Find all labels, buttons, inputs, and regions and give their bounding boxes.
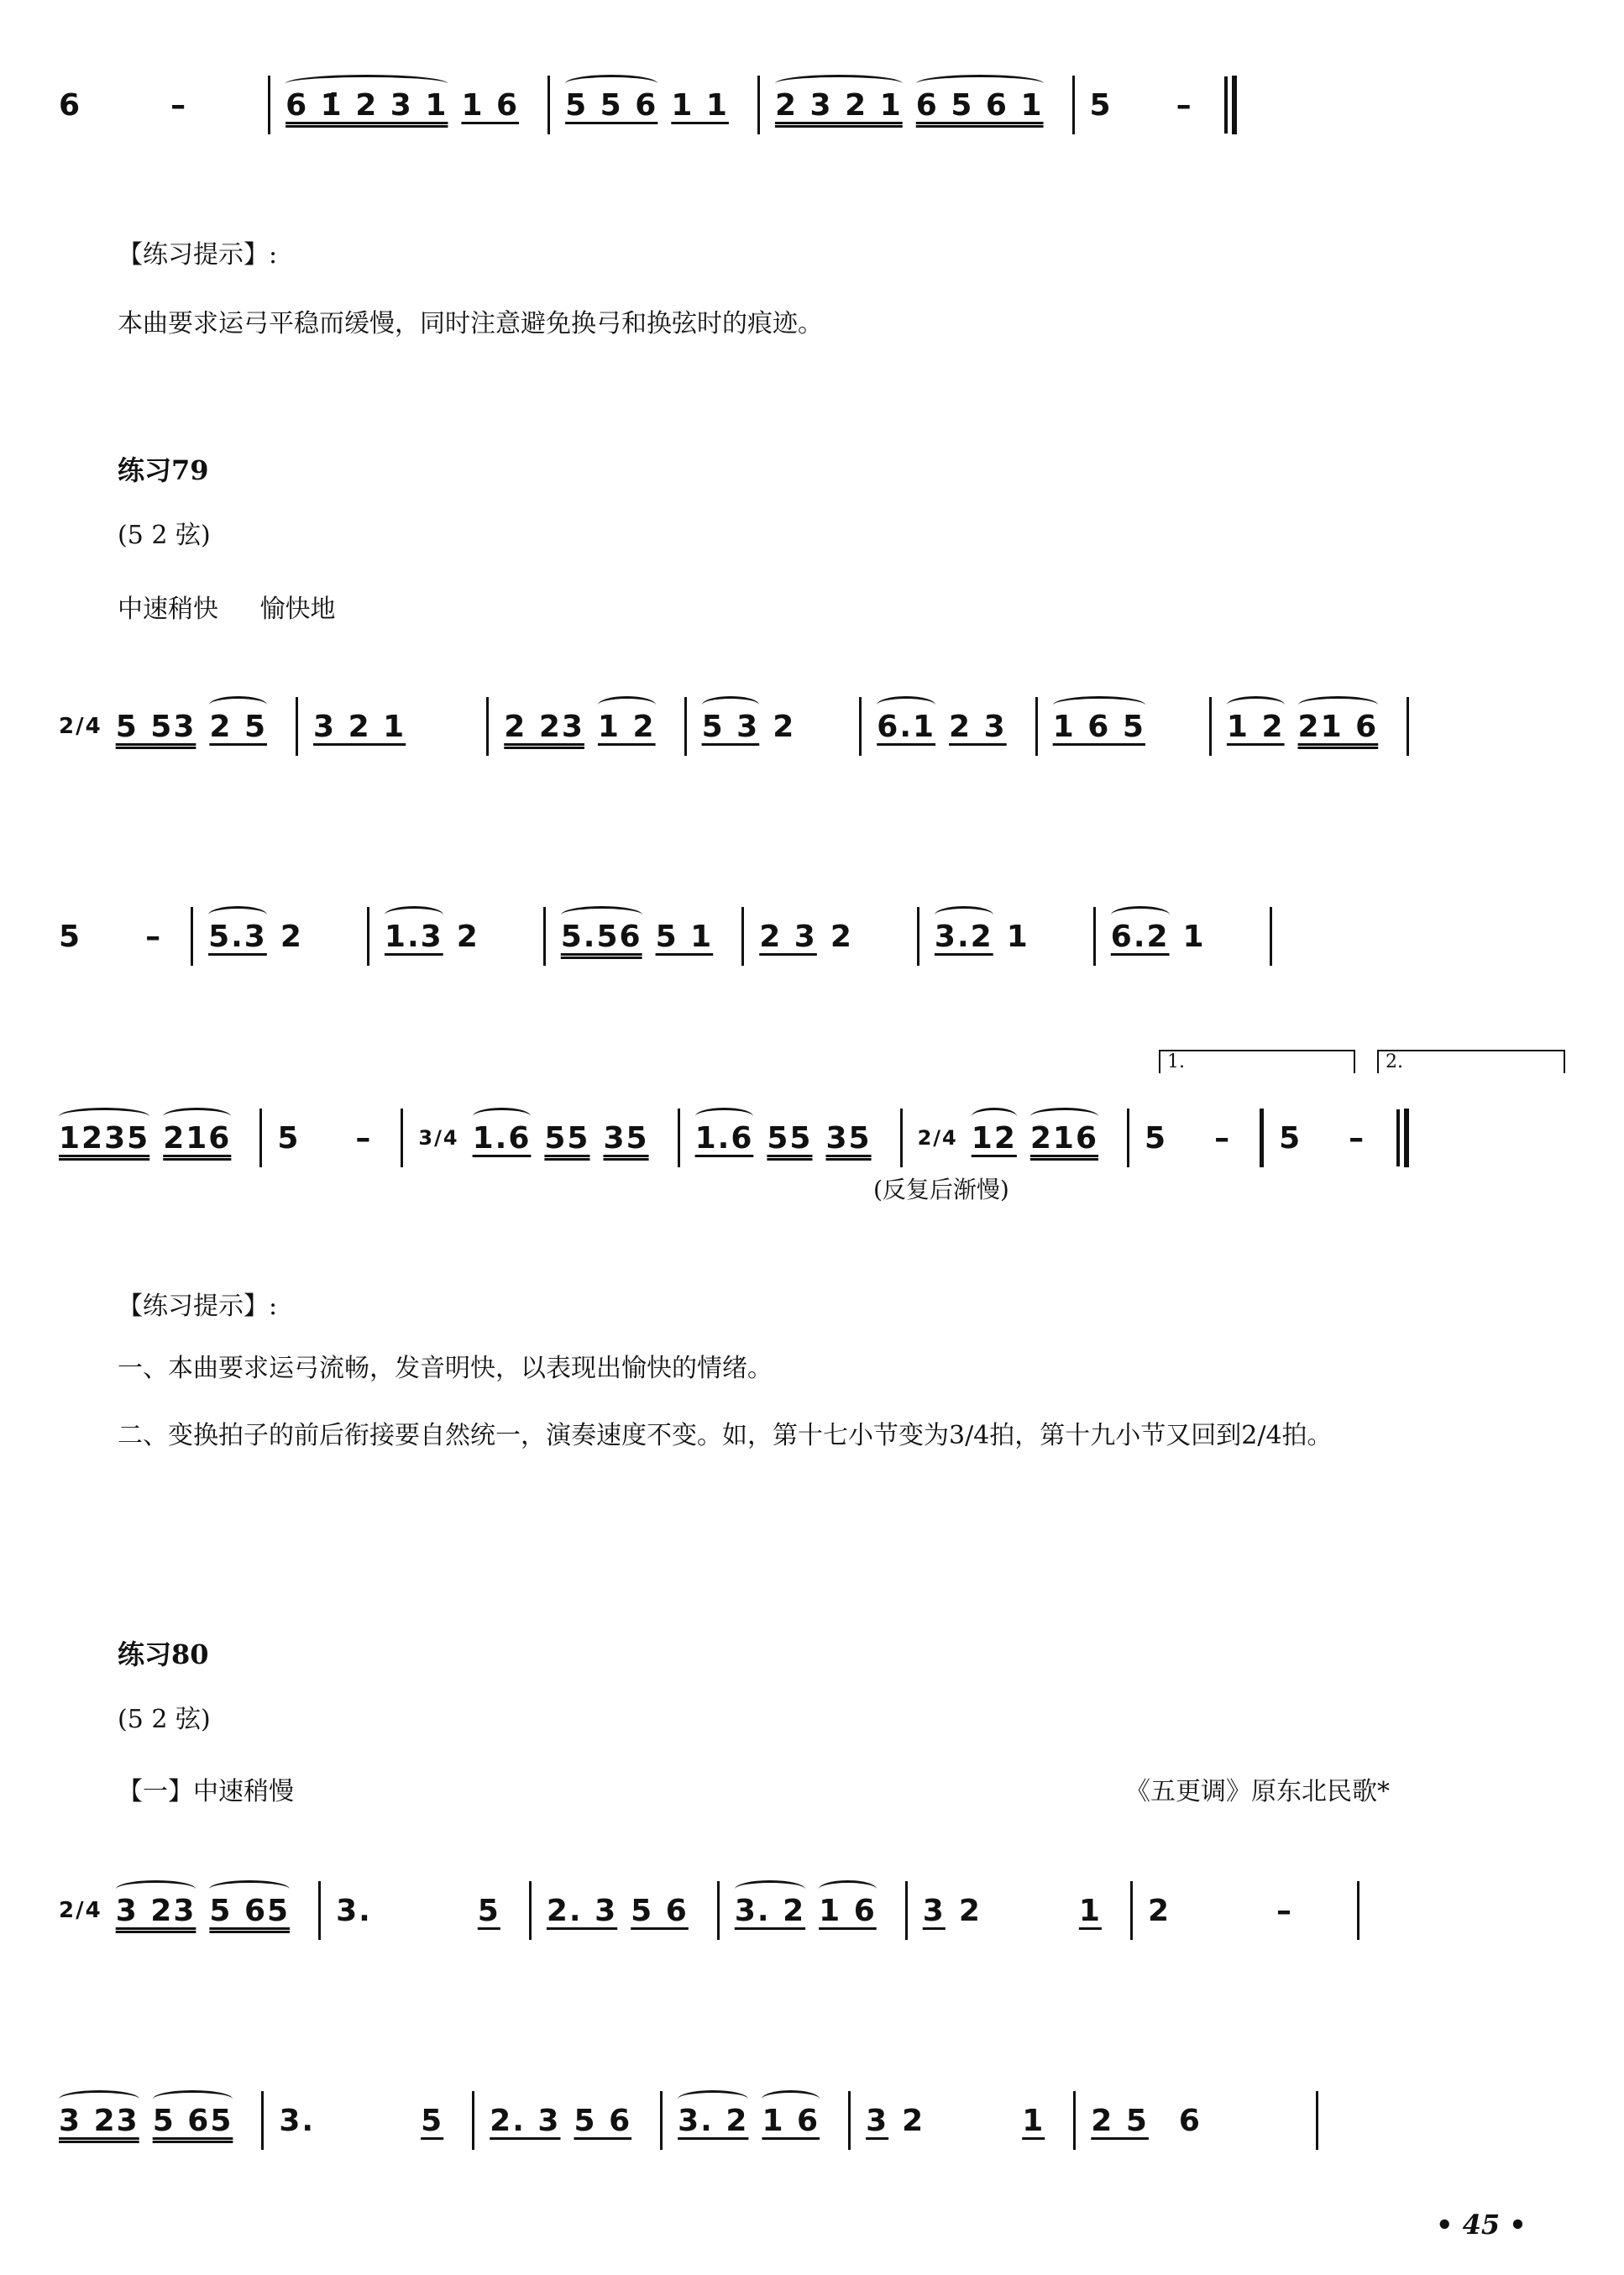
dash: – (170, 87, 188, 123)
slur (735, 1880, 805, 1898)
barline (296, 697, 298, 756)
barline (678, 1109, 680, 1167)
note: 5 (277, 1120, 301, 1156)
note-group: 6 5 6 1 (916, 88, 1044, 123)
page-number: • 45 • (1436, 2209, 1527, 2241)
note: 5 (59, 919, 82, 954)
string-indication: (5 2 弦) (118, 521, 211, 550)
note-group: 1 6 5 (1053, 710, 1145, 744)
note-group: 1.3 (385, 920, 443, 954)
barline (741, 907, 744, 966)
note-group: 21 6 (1298, 710, 1379, 744)
note-group: 2 5 (209, 710, 267, 744)
note-group: 6.2 (1111, 920, 1170, 954)
barline (1407, 697, 1409, 756)
barline (401, 1109, 403, 1167)
repeat-note: (反复后渐慢) (873, 1176, 1009, 1203)
time-signature: 2/4 (59, 1898, 102, 1923)
note: 5 (1145, 1120, 1168, 1156)
barline (1130, 1881, 1133, 1940)
slur (819, 1880, 877, 1898)
barline (1127, 1109, 1129, 1167)
barline (1093, 907, 1096, 966)
note-group: 3 23 (116, 1894, 196, 1928)
volta-bracket-2 (1377, 1050, 1565, 1073)
note-group: 55 (767, 1120, 813, 1156)
slur (1227, 696, 1285, 714)
dash: – (1349, 1120, 1366, 1156)
barline (1316, 2091, 1318, 2150)
barline (472, 2091, 474, 2150)
slur (208, 906, 267, 924)
barline (1357, 1881, 1359, 1940)
tip-body: 本曲要求运弓平稳而缓慢，同时注意避免换弓和换弦时的痕迹。 (118, 309, 823, 338)
staff-line (59, 1881, 1570, 1940)
note-group: 3 (922, 1893, 946, 1928)
slur (1111, 906, 1170, 924)
note-group: 1 2 (598, 710, 656, 744)
dash: – (145, 919, 163, 954)
tip-paragraph-1: 一、本曲要求运弓流畅，发音明快，以表现出愉快的情绪。 (118, 1354, 773, 1383)
exercise-title: 练习80 (118, 1638, 209, 1670)
note-group: 3. 2 (735, 1894, 805, 1928)
barline (268, 76, 270, 134)
note-group: 2 5 (1091, 2103, 1149, 2138)
slur (1030, 1108, 1098, 1125)
note-group: 3 2 1 (313, 709, 406, 744)
barline (529, 1881, 532, 1940)
barline (547, 76, 550, 134)
note-group: 5.3 (208, 920, 267, 954)
note-group: 1.6 (473, 1121, 532, 1156)
staff-line (59, 697, 1570, 756)
slur (972, 1108, 1017, 1125)
slur (385, 906, 443, 924)
volta-label: 1. (1167, 1051, 1185, 1072)
note: 2 (456, 919, 479, 954)
note: 2 (830, 919, 853, 954)
slur (59, 1108, 149, 1125)
slur (561, 906, 642, 924)
barline (367, 907, 369, 966)
slur (695, 1108, 754, 1125)
slur (1298, 696, 1379, 714)
note-group: 3. 2 (678, 2104, 748, 2138)
slur (678, 2090, 748, 2108)
mood: 愉快地 (259, 595, 336, 624)
source-note: 《五更调》原东北民歌* (1125, 1777, 1390, 1806)
slur (163, 1108, 231, 1125)
slur (702, 696, 760, 714)
staff-line-top (59, 76, 1570, 134)
exercise-title: 练习79 (118, 454, 209, 486)
note: 1 (1182, 919, 1206, 954)
slur (935, 906, 993, 924)
note: 2 (280, 919, 303, 954)
barline (1072, 76, 1075, 134)
note: 2 (773, 709, 796, 744)
time-signature: 2/4 (59, 714, 102, 739)
note-group: 1 6 (762, 2104, 820, 2138)
note-group: 2 3 2 1 (775, 88, 903, 123)
note-group: 216 (163, 1121, 231, 1156)
note-group: 1 6 (461, 87, 520, 123)
barline (859, 697, 862, 756)
tip-paragraph-2: 二、变换拍子的前后衔接要自然统一，演奏速度不变。如，第十七小节变为3/4拍，第十九小节又回到2/4拍。 (118, 1421, 1333, 1450)
barline (684, 697, 687, 756)
note-group: 1.6 (695, 1121, 754, 1156)
note-group: 3 23 (59, 2104, 139, 2138)
barline (191, 907, 193, 966)
note-group: 1 1 (671, 87, 729, 123)
note-group: 5 65 (153, 2104, 233, 2138)
note-group: 3 (866, 2103, 889, 2138)
note-group: 5 (477, 1893, 500, 1928)
note: 2 (958, 1893, 982, 1928)
note-group: 6.1 (877, 710, 935, 744)
slur (59, 2090, 139, 2108)
slur (598, 696, 656, 714)
string-indication: (5 2 弦) (118, 1705, 211, 1734)
note: 5 (1089, 87, 1113, 123)
note: 6 (1178, 2103, 1202, 2138)
slur (775, 75, 903, 92)
note-group: 5 6 (574, 2103, 632, 2138)
tip-heading: 【练习提示】: (118, 240, 278, 270)
note-group: 1235 (59, 1121, 149, 1156)
note-group: 6 1̇ 2 3 1 (286, 88, 448, 123)
staff-line (59, 907, 1570, 966)
note-group: 35 (603, 1120, 649, 1156)
note-group: 12 (972, 1121, 1017, 1156)
note: 6 (59, 87, 82, 123)
slur (209, 696, 267, 714)
note-group: 1 6 (819, 1894, 877, 1928)
staff-line (59, 1109, 1570, 1167)
note: 5 (1279, 1120, 1302, 1156)
dash: – (355, 1120, 373, 1156)
slur (116, 1880, 196, 1898)
note-group: 2. 3 (490, 2103, 561, 2138)
slur (877, 696, 935, 714)
note: 2 (1147, 1893, 1171, 1928)
barline (905, 1881, 908, 1940)
slur (565, 75, 657, 92)
dash: – (1176, 87, 1193, 123)
dash: – (1214, 1120, 1232, 1156)
note: 2 (902, 2103, 925, 2138)
barline (660, 2091, 663, 2150)
note-group: 5 65 (209, 1894, 290, 1928)
note-group: 1 (1022, 2103, 1045, 2138)
time-signature: 2/4 (917, 1126, 958, 1150)
volta-bracket-1 (1159, 1050, 1355, 1073)
note-group: 5 1 (655, 919, 714, 954)
note-group: 5 6 (631, 1893, 689, 1928)
barline (757, 76, 760, 134)
section-tempo: 【一】中速稍慢 (118, 1777, 294, 1806)
staff-line (59, 2091, 1570, 2150)
barline (261, 2091, 264, 2150)
barline (917, 907, 919, 966)
barline (1209, 697, 1212, 756)
slur (916, 75, 1044, 92)
slur (473, 1108, 532, 1125)
barline (1270, 907, 1272, 966)
note-group: 5.56 (561, 920, 642, 954)
note-group: 2 3 (949, 709, 1007, 744)
note-group: 2 23 (504, 709, 584, 744)
tip-heading: 【练习提示】: (118, 1292, 278, 1321)
note-group: 1 (1078, 1893, 1102, 1928)
slur (286, 75, 448, 92)
note: 1 (1006, 919, 1029, 954)
slur (153, 2090, 233, 2108)
barline (1035, 697, 1038, 756)
barline (1073, 2091, 1076, 2150)
dash: – (1276, 1893, 1294, 1928)
barline (900, 1109, 903, 1167)
barline (543, 907, 546, 966)
note-group: 5 (421, 2103, 444, 2138)
note-group: 216 (1030, 1121, 1098, 1156)
note: 3. (336, 1893, 372, 1928)
note-group: 5 53 (115, 709, 196, 744)
tempo: 中速稍快 (118, 595, 218, 624)
barline (717, 1881, 720, 1940)
slur (1053, 696, 1145, 714)
tempo-marking (118, 588, 336, 625)
slur (209, 1880, 290, 1898)
final-barline (1404, 1109, 1409, 1167)
note-group: 5 3 (702, 710, 760, 744)
time-signature: 3/4 (418, 1126, 459, 1150)
note-group: 55 (544, 1120, 590, 1156)
barline (318, 1881, 321, 1940)
note-group: 2. 3 (546, 1893, 618, 1928)
barline (259, 1109, 262, 1167)
note: 3. (279, 2103, 316, 2138)
note-group: 1 2 (1227, 710, 1285, 744)
barline (486, 697, 489, 756)
barline (848, 2091, 851, 2150)
slur (762, 2090, 820, 2108)
volta-label: 2. (1386, 1051, 1403, 1072)
final-barline (1232, 76, 1237, 134)
note-group: 2 3 (759, 919, 817, 954)
note-group: 3.2 (935, 920, 993, 954)
note-group: 5 5 6 (565, 88, 657, 123)
note-group: 35 (825, 1120, 872, 1156)
repeat-barline (1260, 1109, 1264, 1167)
